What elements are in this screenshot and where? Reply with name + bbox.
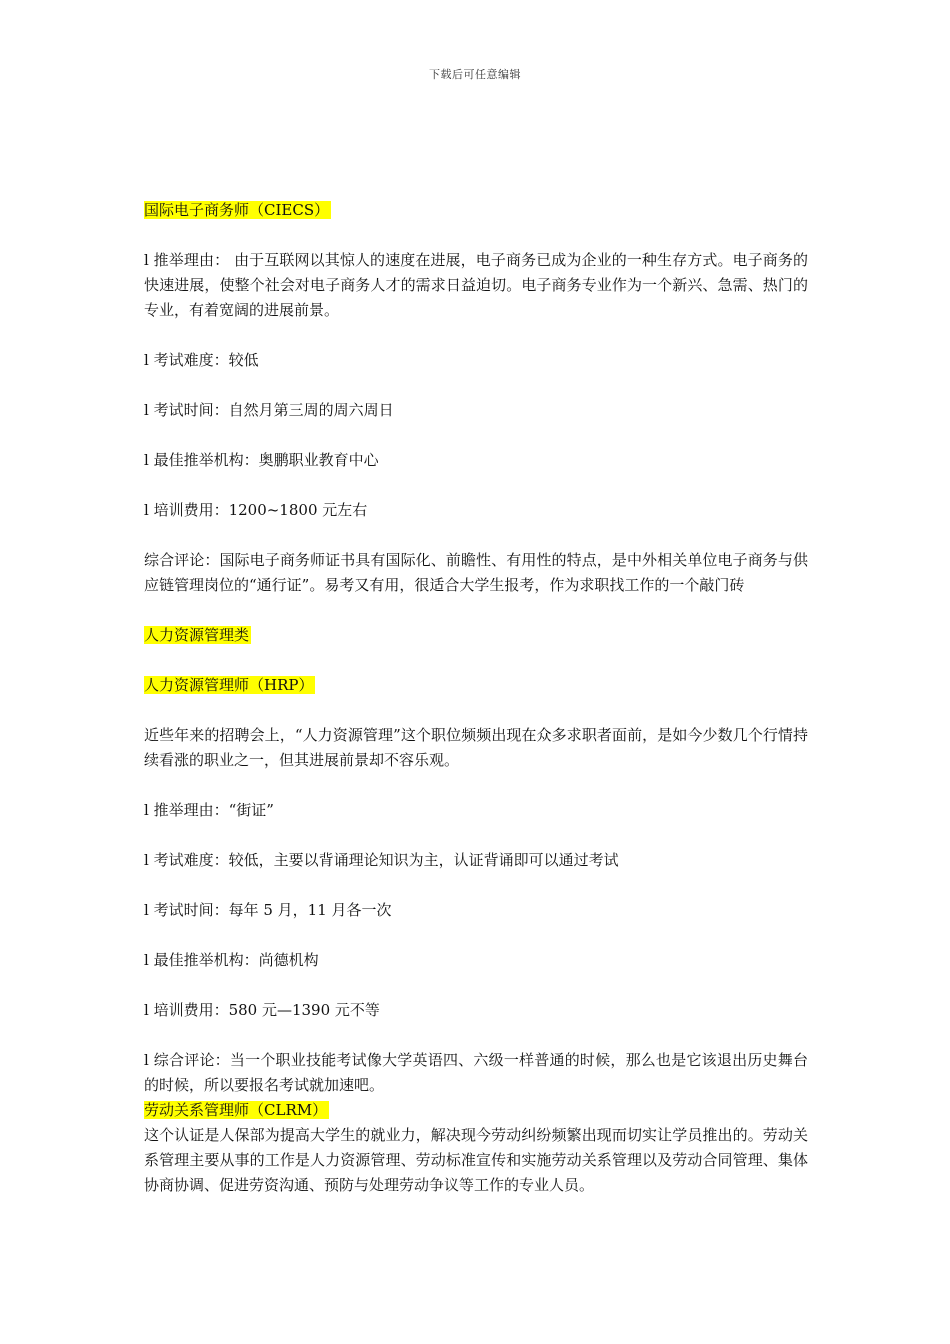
paragraph-exam-time: l 考试时间：自然月第三周的周六周日 xyxy=(144,401,394,419)
paragraph-fee: l 培训费用：1200~1800 元左右 xyxy=(144,501,368,519)
paragraph-intro: 近些年来的招聘会上，“人力资源管理”这个职位频频出现在众多求职者面前，是如今少数几个行情持续看涨的职业之一，但其进展前景却不容乐观。 xyxy=(144,726,808,769)
page-header: 下载后可任意编辑 xyxy=(429,68,521,81)
paragraph-fee: l 培训费用：580 元—1390 元不等 xyxy=(144,1001,380,1019)
paragraph-difficulty: l 考试难度：较低，主要以背诵理论知识为主，认证背诵即可以通过考试 xyxy=(144,851,619,869)
paragraph-institution: l 最佳推举机构：尚德机构 xyxy=(144,951,319,969)
section-heading-hrp xyxy=(144,673,808,698)
highlighted-heading: 人力资源管理师（HRP） xyxy=(144,676,314,694)
category-heading-hr xyxy=(144,623,808,648)
highlighted-category: 人力资源管理类 xyxy=(144,626,250,644)
document-body xyxy=(144,198,808,1198)
paragraph-reason: l 推举理由：“街证” xyxy=(144,801,274,819)
paragraph-difficulty: l 考试难度：较低 xyxy=(144,351,259,369)
paragraph-institution: l 最佳推举机构：奥鹏职业教育中心 xyxy=(144,451,379,469)
section-heading-ciecs xyxy=(144,198,808,223)
paragraph-summary: 综合评论：国际电子商务师证书具有国际化、前瞻性、有用性的特点，是中外相关单位电子商务与供应链管理岗位的“通行证”。易考又有用，很适合大学生报考，作为求职找工作的一个敲门砖 xyxy=(144,551,808,594)
paragraph-reason: l 推举理由： 由于互联网以其惊人的速度在进展，电子商务已成为企业的一种生存方式。电子商务的快速进展，使整个社会对电子商务人才的需求日益迫切。电子商务专业作为一个新兴、急需、热门的专业，有着宽阔的进展前景。 xyxy=(144,251,808,319)
highlighted-heading: 劳动关系管理师（CLRM） xyxy=(144,1101,328,1119)
section-heading-clrm xyxy=(144,1098,808,1123)
paragraph-intro: 这个认证是人保部为提高大学生的就业力，解决现今劳动纠纷频繁出现而切实让学员推出的。劳动关系管理主要从事的工作是人力资源管理、劳动标准宣传和实施劳动关系管理以及劳动合同管理、集体协商协调、促进劳资沟通、预防与处理劳动争议等工作的专业人员。 xyxy=(144,1126,808,1194)
paragraph-exam-time: l 考试时间：每年 5 月，11 月各一次 xyxy=(144,901,392,919)
highlighted-heading: 国际电子商务师（CIECS） xyxy=(144,201,330,219)
paragraph-summary: l 综合评论：当一个职业技能考试像大学英语四、六级一样普通的时候，那么也是它该退出历史舞台的时候，所以要报名考试就加速吧。 xyxy=(144,1051,808,1094)
